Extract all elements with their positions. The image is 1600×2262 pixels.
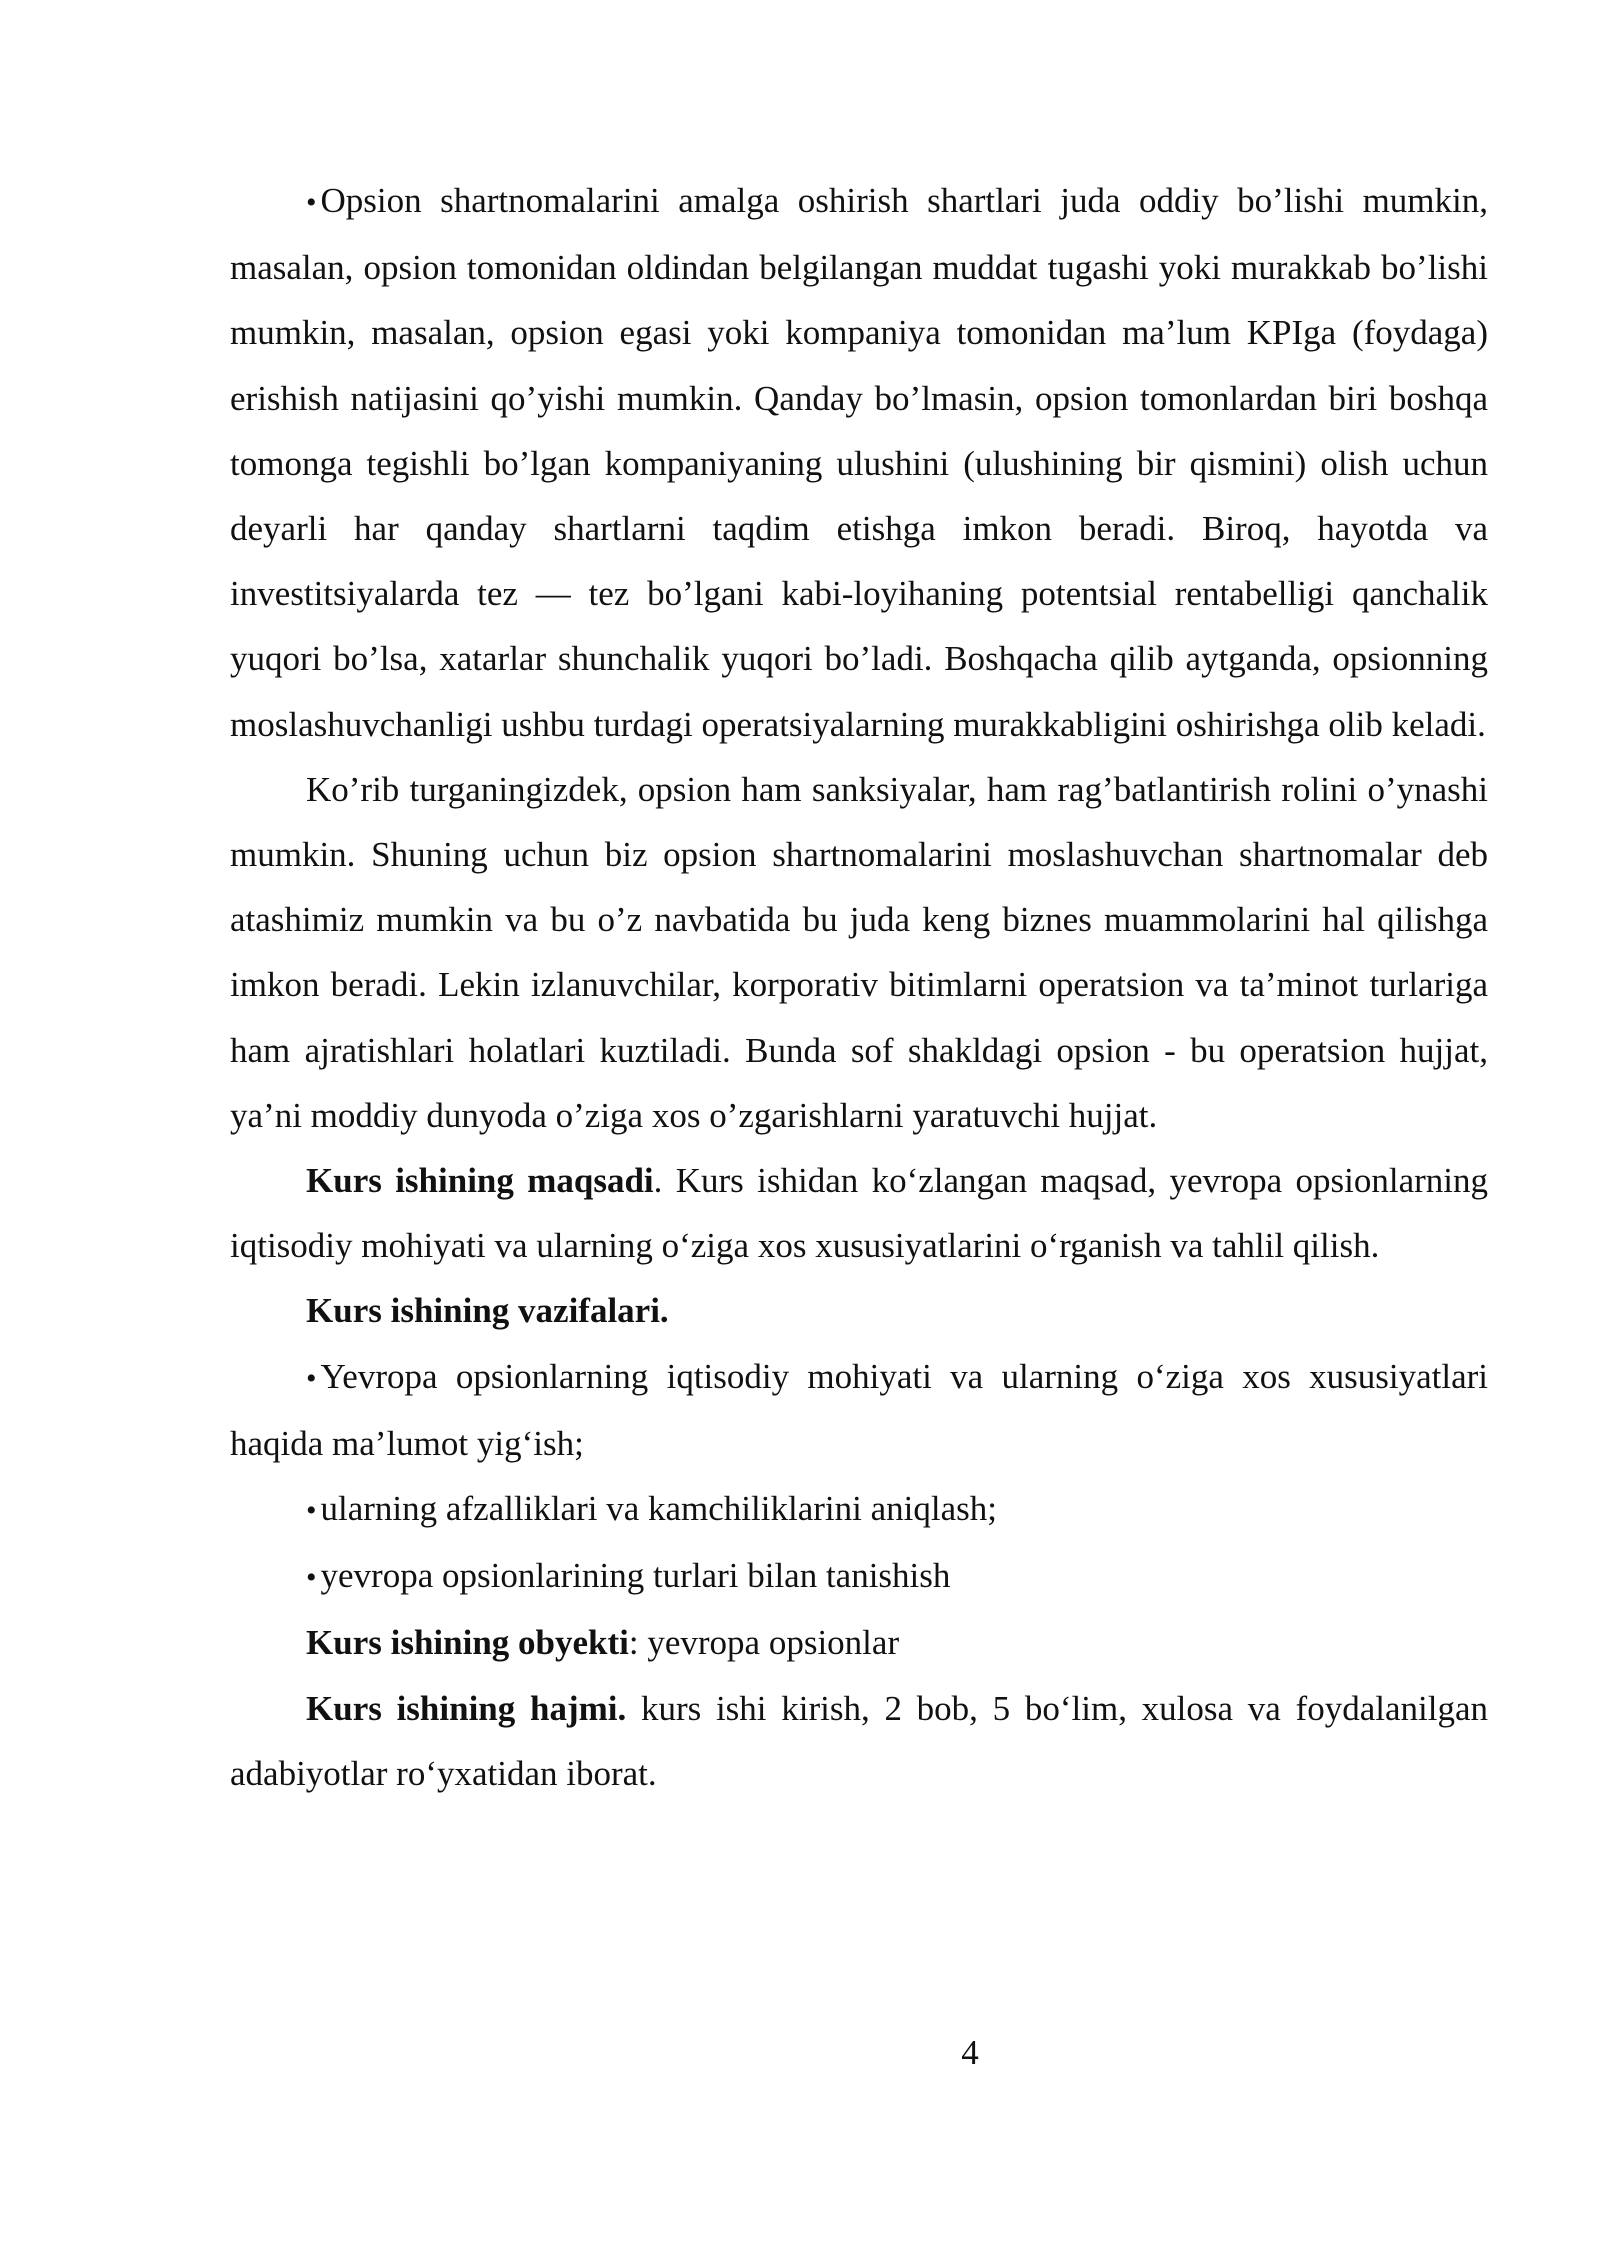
paragraph-text: Opsion shartnomalarini amalga oshirish shartlari juda oddiy bo’lishi mumkin, masalan, opsion tomonidan oldindan belgilangan muddat tugashi yoki murakkab bo’lishi mumkin, masalan, opsion egasi yoki kompaniya tomonidan ma’lum KPIga (foydaga) erishish natijasini qo’yishi mumkin. Qanday bo’lmasin, opsion tomonlardan biri boshqa tomonga tegishli bo’lgan kompaniyaning ulushini (ulushining bir qismini) olish uchun deyarli har qanday shartlarni taqdim etishga imkon beradi. Biroq, hayotda va investitsiyalarda tez — tez bo’lgani kabi-loyihaning potentsial rentabelligi qanchalik yuqori bo’lsa, xatarlar shunchalik yuqori bo’ladi. Boshqacha qilib aytganda, opsionning moslashuvchanligi ushbu turdagi operatsiyalarning murakkabligini oshirishga olib keladi. (230, 181, 1488, 744)
bullet-icon: • (306, 1494, 317, 1528)
task-item (230, 1344, 1488, 1476)
paragraph-opsion-conditions (230, 168, 1488, 757)
task-item (230, 1476, 1488, 1543)
course-object-text: : yevropa opsionlar (628, 1623, 900, 1663)
task-text: ularning afzalliklari va kamchiliklarini aniqlash; (320, 1489, 997, 1529)
task-text: yevropa opsionlarining turlari bilan tanishish (320, 1556, 951, 1596)
course-goal-text: . Kurs ishidan ko‘zlangan maqsad, yevropa opsionlarning iqtisodiy mohiyati va ularning o‘ziga xos xususiyatlarini o‘rganish va tahlil qilish. (230, 1161, 1488, 1266)
paragraph-text: Ko’rib turganingizdek, opsion ham sanksiyalar, ham rag’batlantirish rolini o’ynashi mumkin. Shuning uchun biz opsion shartnomalarini moslashuvchan shartnomalar deb atashimiz mumkin va bu o’z navbatida bu juda keng biznes muammolarini hal qilishga imkon beradi. Lekin izlanuvchilar, korporativ bitimlarni operatsion va ta’minot turlariga ham ajratishlari holatlari kuztiladi. Bunda sof shakldagi opsion - bu operatsion hujjat, ya’ni moddiy dunyoda o’ziga xos o’zgarishlarni yaratuvchi hujjat. (230, 769, 1488, 1135)
course-goal-label: Kurs ishining maqsadi (306, 1161, 654, 1201)
course-volume-label: Kurs ishining hajmi. (306, 1688, 627, 1728)
task-item (230, 1543, 1488, 1610)
paragraph-course-volume (230, 1676, 1488, 1806)
course-volume-text: kurs ishi kirish, 2 bob, 5 bo‘lim, xulosa va foydalanilgan adabiyotlar ro‘yxatidan iborat. (230, 1688, 1488, 1793)
document-page (230, 168, 1488, 1806)
paragraph-course-goal (230, 1148, 1488, 1278)
bullet-icon: • (306, 186, 317, 219)
page-number: 4 (961, 2033, 979, 2072)
task-text: Yevropa opsionlarning iqtisodiy mohiyati va ularning o‘ziga xos xususiyatlari haqida ma’lumot yig‘ish; (230, 1356, 1488, 1463)
tasks-heading: Kurs ishining vazifalari. (306, 1291, 669, 1331)
paragraph-opsion-flexibility (230, 757, 1488, 1148)
bullet-icon: • (306, 1361, 317, 1395)
paragraph-tasks-heading (230, 1278, 1488, 1343)
paragraph-course-object (230, 1610, 1488, 1675)
course-object-label: Kurs ishining obyekti (306, 1623, 629, 1663)
bullet-icon: • (306, 1561, 317, 1595)
